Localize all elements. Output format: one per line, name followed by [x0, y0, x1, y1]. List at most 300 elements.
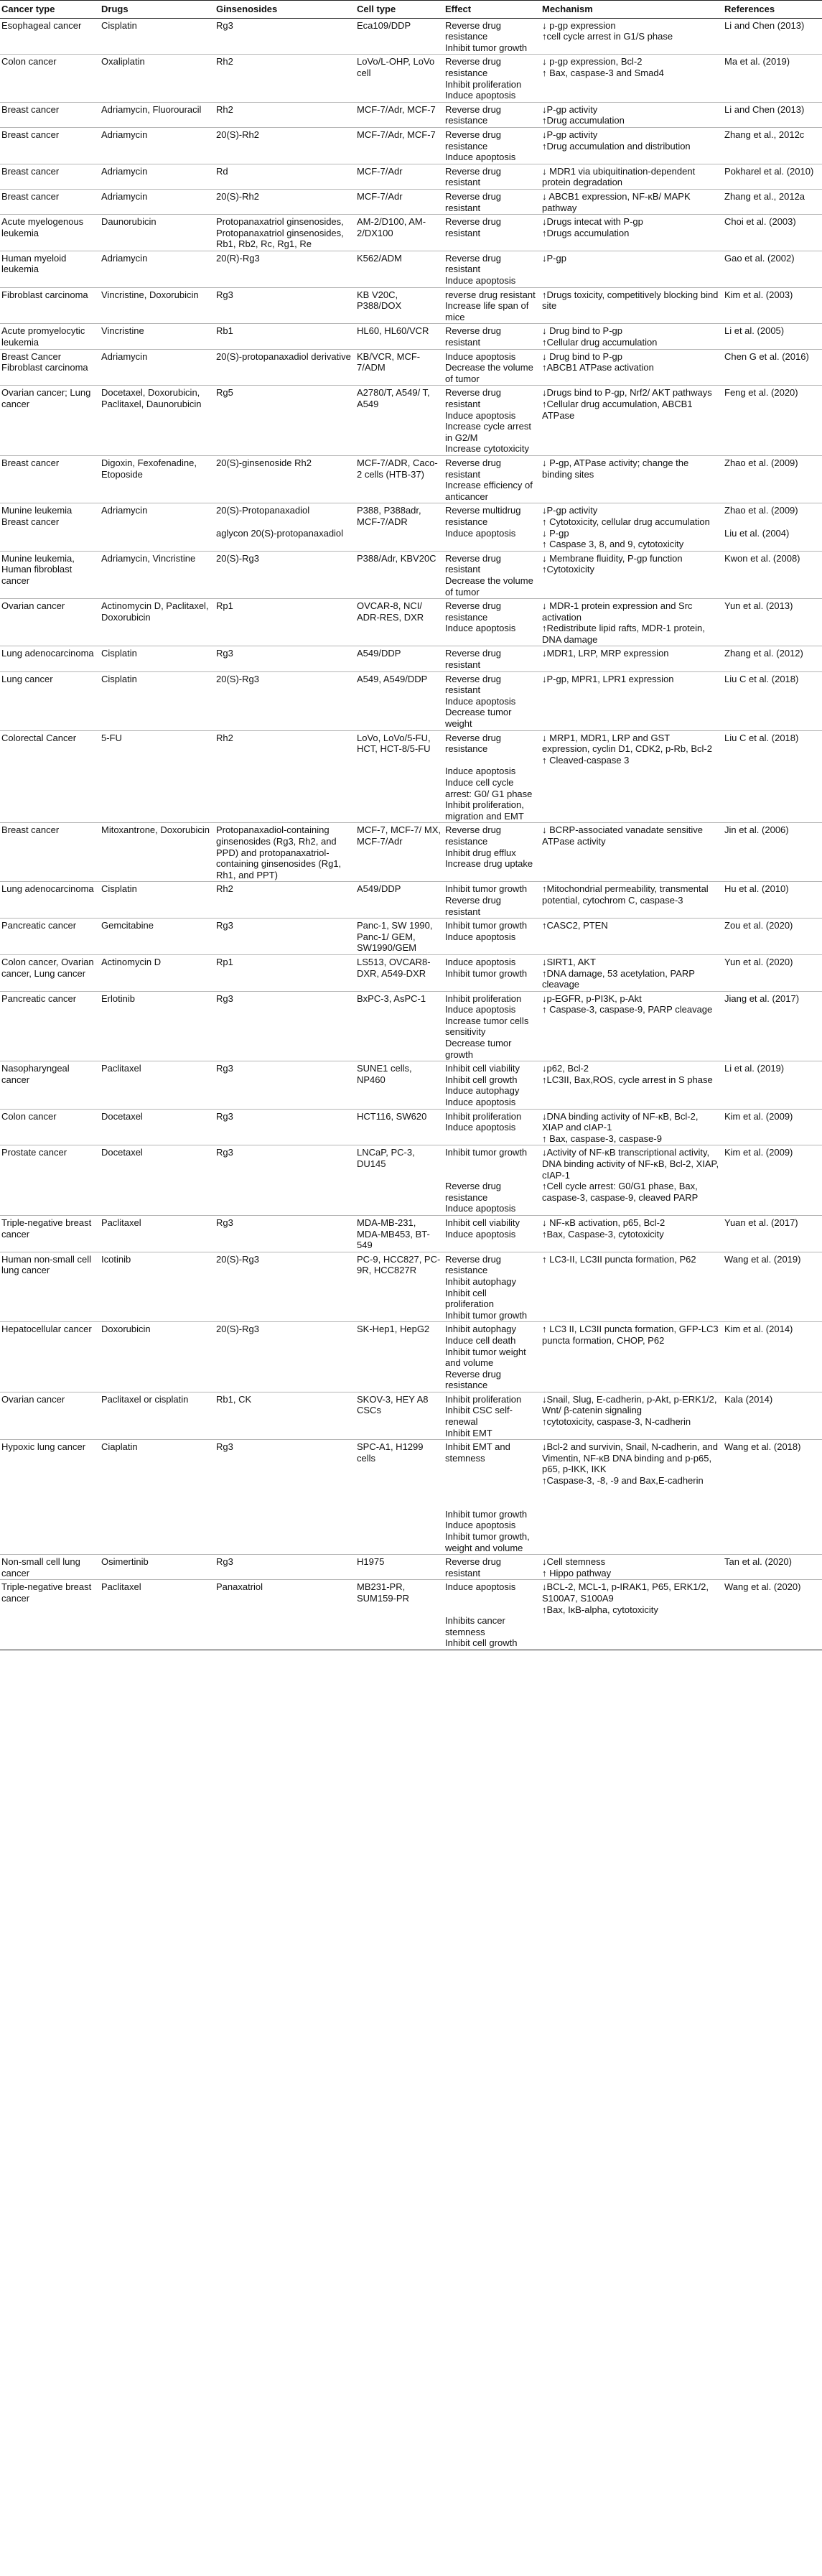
cell-ginsenosides: [215, 919, 355, 955]
cell-reference: [723, 102, 822, 127]
cell-mechanism: [541, 646, 723, 671]
effect-item: Reverse drug resistant: [445, 216, 502, 238]
cell-reference: [723, 954, 822, 991]
cell-cancer-type-text: Hepatocellular cancer: [1, 1324, 92, 1335]
table-row: [0, 1061, 822, 1109]
cell-drugs-text: Cisplatin: [101, 648, 137, 659]
cell-drugs-text: Paclitaxel: [101, 1581, 141, 1593]
cell-mechanism: [541, 189, 723, 214]
effect-item: Inhibit tumor growth: [445, 967, 528, 979]
mechanism-item: ↓Snail, Slug, E-cadherin, p-Akt, p-ERK1/2, Wnt/ β-catenin signaling: [542, 1393, 717, 1416]
cell-reference-text: Yun et al. (2013): [724, 600, 793, 612]
mechanism-item: ↑Cellular drug accumulation: [542, 337, 658, 348]
cell-cancer-type-text: Ovarian cancer; Lung cancer: [1, 387, 91, 409]
effect-item: Inhibit CSC self-renewal: [445, 1405, 513, 1428]
cell-drugs: [100, 954, 215, 991]
effect-item: Inhibit EMT and stemness: [445, 1441, 510, 1464]
cell-cell-type: [355, 1322, 444, 1392]
cell-effect: [444, 55, 541, 102]
header-cell-type: Cell type: [355, 1, 444, 19]
cell-reference: [723, 55, 822, 102]
cell-ginsenosides: [215, 251, 355, 287]
cell-reference-text: Choi et al. (2003): [724, 216, 796, 228]
cell-cancer-type: [0, 599, 100, 646]
mechanism-item: ↓ BCRP-associated vanadate sensitive ATPase activity: [542, 824, 704, 847]
cell-mechanism: [541, 55, 723, 102]
cell-mechanism: [541, 919, 723, 955]
cell-reference-text: Tan et al. (2020): [724, 1556, 792, 1568]
cell-cancer-type: [0, 1555, 100, 1580]
cell-effect: [444, 1061, 541, 1109]
cell-reference: [723, 1392, 822, 1439]
cell-mechanism: [541, 1061, 723, 1109]
effect-item: Reverse drug resistance: [445, 732, 502, 755]
cell-reference: [723, 1580, 822, 1650]
table-row: [0, 1215, 822, 1252]
cell-drugs-text: Adriamycin: [101, 350, 148, 362]
cell-reference: [723, 1215, 822, 1252]
cell-cell-type: [355, 189, 444, 214]
mechanism-item: ↓ MDR-1 protein expression and Src activation: [542, 600, 693, 623]
effect-item: [445, 1170, 538, 1181]
cell-reference-text: Wang et al. (2019): [724, 1253, 801, 1265]
effect-item: Decrease tumor weight: [445, 707, 512, 730]
cell-cancer-type: [0, 1215, 100, 1252]
cell-drugs: [100, 455, 215, 503]
cell-cell-type-text: A549, A549/DDP: [357, 673, 428, 684]
mechanism-item: ↑Drug accumulation and distribution: [542, 140, 691, 152]
effect-item: Reverse multidrug resistance: [445, 505, 521, 527]
cell-cancer-type-text: Colon cancer: [1, 56, 57, 68]
cell-effect: [444, 455, 541, 503]
cell-mechanism: [541, 18, 723, 55]
effect-item: Inhibit tumor growth: [445, 1309, 528, 1321]
cell-cell-type-text: A549/DDP: [357, 883, 401, 895]
table-row: [0, 251, 822, 287]
cell-reference: [723, 1440, 822, 1555]
cell-drugs: [100, 882, 215, 919]
cell-drugs: [100, 730, 215, 823]
cell-ginsenosides-text: Rg3: [216, 289, 233, 300]
effect-item: [445, 1158, 538, 1170]
mechanism-item: ↑Drug accumulation: [542, 115, 625, 126]
cell-reference-text: Yun et al. (2020): [724, 956, 793, 967]
cell-reference: [723, 251, 822, 287]
cell-cancer-type-text: Acute promyelocytic leukemia: [1, 325, 85, 348]
cell-cancer-type: [0, 551, 100, 598]
cell-reference: [723, 455, 822, 503]
cell-drugs-text: Adriamycin: [101, 252, 148, 264]
header-mechanism: Mechanism: [541, 1, 723, 19]
cell-cancer-type-text: Fibroblast carcinoma: [1, 289, 88, 300]
cell-reference: [723, 503, 822, 551]
header-cancer-type: Cancer type: [0, 1, 100, 19]
mechanism-item: ↓ MDR1 via ubiquitination-dependent protein degradation: [542, 165, 696, 188]
mechanism-item: ↑Bax, Caspase-3, cytotoxicity: [542, 1228, 664, 1240]
table-row: [0, 55, 822, 102]
cell-reference-text: Zhang et al. (2012): [724, 648, 803, 659]
mechanism-item: ↓P-gp activity: [542, 103, 598, 115]
cell-reference-text: Kim et al. (2009): [724, 1147, 793, 1158]
cell-effect: [444, 127, 541, 164]
cell-cancer-type-text: Lung cancer: [1, 673, 53, 684]
cell-reference-text: Jiang et al. (2017): [724, 992, 800, 1004]
cell-effect: [444, 102, 541, 127]
cell-drugs: [100, 503, 215, 551]
cell-ginsenosides-text: Rh2: [216, 883, 233, 895]
cell-cell-type: [355, 671, 444, 730]
cell-cancer-type-text: Triple-negative breast cancer: [1, 1217, 92, 1240]
effect-item: [445, 1497, 538, 1509]
mechanism-item: ↑CASC2, PTEN: [542, 920, 608, 931]
cell-cancer-type-text: Breast cancer: [1, 824, 60, 836]
effect-item: Induce apoptosis: [445, 1203, 516, 1214]
cell-cancer-type-text: Colon cancer, Ovarian cancer, Lung cancer: [1, 956, 94, 979]
cell-cancer-type: [0, 215, 100, 251]
cell-ginsenosides-text: Rp1: [216, 956, 233, 967]
effect-item: Reverse drug resistant: [445, 387, 502, 409]
cell-drugs: [100, 671, 215, 730]
cell-cell-type-text: MCF-7/ADR, Caco-2 cells (HTB-37): [357, 457, 438, 480]
cell-cell-type: [355, 55, 444, 102]
cell-drugs-text: Actinomycin D: [101, 956, 162, 967]
table-row: [0, 671, 822, 730]
cell-ginsenosides-text: Rg3: [216, 1147, 233, 1158]
cell-mechanism: [541, 127, 723, 164]
cell-effect: [444, 215, 541, 251]
cell-effect: [444, 882, 541, 919]
cell-cancer-type-text: Pancreatic cancer: [1, 992, 77, 1004]
cell-effect: [444, 954, 541, 991]
cell-ginsenosides: [215, 1145, 355, 1216]
cell-effect: [444, 646, 541, 671]
table-row: [0, 1580, 822, 1650]
cell-cell-type: [355, 1392, 444, 1439]
mechanism-item: ↑ Caspase-3, caspase-9, PARP cleavage: [542, 1004, 713, 1015]
effect-item: [445, 1487, 538, 1498]
cell-cell-type-text: AM-2/D100, AM-2/DX100: [357, 216, 426, 238]
header-drugs: Drugs: [100, 1, 215, 19]
mechanism-item: ↓ Drug bind to P-gp: [542, 325, 623, 337]
effect-item: Increase efficiency of anticancer: [445, 480, 533, 502]
cell-cancer-type-text: Lung adenocarcinoma: [1, 883, 94, 895]
cell-effect: [444, 324, 541, 349]
effect-item: Decrease the volume of tumor: [445, 575, 533, 597]
cell-ginsenosides-text: Rg3: [216, 1441, 233, 1453]
cell-ginsenosides: [215, 1061, 355, 1109]
table-row: [0, 1555, 822, 1580]
cell-effect: [444, 551, 541, 598]
effect-item: Inhibit cell growth: [445, 1637, 518, 1649]
cell-reference-text: Yuan et al. (2017): [724, 1217, 798, 1228]
cell-ginsenosides-text: Rg3: [216, 19, 233, 31]
cell-mechanism: [541, 287, 723, 324]
cell-drugs-text: Adriamycin: [101, 505, 148, 516]
cell-cancer-type-text: Pancreatic cancer: [1, 920, 77, 931]
effect-item: Decrease the volume of tumor: [445, 362, 533, 384]
cell-cancer-type: [0, 102, 100, 127]
cell-ginsenosides-text: Rg3: [216, 1217, 233, 1228]
cell-reference: [723, 1555, 822, 1580]
cell-cancer-type-text: Lung adenocarcinoma: [1, 648, 94, 659]
cell-drugs-text: Docetaxel: [101, 1147, 143, 1158]
cell-ginsenosides: [215, 503, 355, 551]
cell-ginsenosides: [215, 18, 355, 55]
cell-cancer-type-text: Breast cancer: [1, 516, 60, 527]
effect-item: Inhibit tumor growth: [445, 883, 528, 895]
cell-cell-type: [355, 954, 444, 991]
mechanism-item: ↑ LC3-II, LC3II puncta formation, P62: [542, 1253, 696, 1265]
cell-mechanism: [541, 671, 723, 730]
cell-mechanism: [541, 730, 723, 823]
table-row: [0, 991, 822, 1061]
cell-cancer-type-text: Munine leukemia: [1, 505, 73, 516]
cell-drugs-text: Vincristine, Doxorubicin: [101, 289, 199, 300]
cell-effect: [444, 386, 541, 456]
mechanism-item: ↑ Hippo pathway: [542, 1567, 612, 1578]
cell-cell-type-text: SK-Hep1, HepG2: [357, 1324, 430, 1335]
effect-item: Induce cell cycle arrest: G0/ G1 phase: [445, 777, 533, 799]
cell-drugs-text: Actinomycin D, Paclitaxel, Doxorubicin: [101, 600, 209, 623]
cell-cell-type-text: KB/VCR, MCF-7/ADM: [357, 350, 421, 373]
cell-ginsenosides: [215, 1252, 355, 1322]
cell-reference-text: Kim et al. (2003): [724, 289, 793, 300]
effect-item: Reverse drug resistant: [445, 673, 502, 696]
cell-drugs: [100, 1252, 215, 1322]
mechanism-item: ↑DNA damage, 53 acetylation, PARP cleavage: [542, 967, 695, 990]
cell-drugs-text: Docetaxel, Doxorubicin, Paclitaxel, Daunorubicin: [101, 387, 202, 409]
effect-item: Inhibit cell viability: [445, 1217, 520, 1228]
cell-cancer-type: [0, 646, 100, 671]
cell-ginsenosides-text: Rg3: [216, 992, 233, 1004]
effect-item: Inhibit tumor growth: [445, 42, 528, 53]
cell-cancer-type-text: Hypoxic lung cancer: [1, 1441, 86, 1453]
cell-drugs: [100, 102, 215, 127]
cell-reference: [723, 164, 822, 189]
cell-cell-type: [355, 215, 444, 251]
cell-drugs-text: Daunorubicin: [101, 216, 157, 228]
effect-item: Increase life span of mice: [445, 300, 529, 322]
cell-ginsenosides: [215, 823, 355, 882]
cell-cancer-type: [0, 1580, 100, 1650]
cell-cell-type-text: HL60, HL60/VCR: [357, 325, 429, 337]
cell-drugs: [100, 127, 215, 164]
cell-mechanism: [541, 349, 723, 386]
cell-cancer-type-text: Breast cancer: [1, 103, 60, 115]
cell-cell-type: [355, 991, 444, 1061]
cell-cell-type: [355, 251, 444, 287]
cell-drugs-text: Doxorubicin: [101, 1324, 151, 1335]
cell-reference-text: Li et al. (2019): [724, 1063, 785, 1074]
cell-cancer-type-text: Breast cancer: [1, 165, 60, 177]
cell-reference: [723, 1061, 822, 1109]
cell-cell-type-text: A549/DDP: [357, 648, 401, 659]
effect-item: Reverse drug resistance: [445, 19, 502, 42]
cell-cell-type-text: MCF-7/Adr: [357, 165, 403, 177]
effect-item: Reverse drug resistance: [445, 600, 502, 623]
cell-ginsenosides-text: Rg3: [216, 1110, 233, 1122]
cell-cancer-type-text: Non-small cell lung cancer: [1, 1556, 80, 1578]
cell-cancer-type: [0, 1145, 100, 1216]
cell-mechanism: [541, 1440, 723, 1555]
cell-cancer-type: [0, 324, 100, 349]
cell-drugs: [100, 919, 215, 955]
cell-ginsenosides-text: [216, 516, 352, 528]
table-row: [0, 287, 822, 324]
cell-reference-text: Zhao et al. (2009): [724, 505, 798, 516]
cell-ginsenosides-text: Protopanaxadiol-containing ginsenosides (Rg3, Rh2, and PPD) and protopanaxatriol-containing ginsenosides (Rg1, Rh1, and PPT): [216, 824, 342, 880]
cell-mechanism: [541, 164, 723, 189]
cell-reference-text: Liu et al. (2004): [724, 527, 790, 539]
table-row: [0, 455, 822, 503]
cell-reference-text: Li and Chen (2013): [724, 19, 805, 31]
cell-mechanism: [541, 1555, 723, 1580]
mechanism-item: ↑Redistribute lipid rafts, MDR-1 protein, DNA damage: [542, 623, 705, 645]
effect-item: Increase drug uptake: [445, 858, 533, 870]
mechanism-item: ↓ p-gp expression, Bcl-2: [542, 56, 643, 68]
cell-reference: [723, 599, 822, 646]
cell-drugs: [100, 1215, 215, 1252]
table-row: [0, 189, 822, 214]
cell-cell-type-text: MB231-PR, SUM159-PR: [357, 1581, 409, 1604]
cell-cell-type-text: SUNE1 cells, NP460: [357, 1063, 412, 1085]
cell-cancer-type-text: Triple-negative breast cancer: [1, 1581, 92, 1604]
cell-reference: [723, 919, 822, 955]
cell-cell-type-text: SPC-A1, H1299 cells: [357, 1441, 424, 1464]
cell-reference: [723, 189, 822, 214]
cell-reference: [723, 324, 822, 349]
cell-cell-type-text: Panc-1, SW 1990, Panc-1/ GEM, SW1990/GEM: [357, 920, 433, 954]
cell-cell-type: [355, 164, 444, 189]
effect-item: Reverse drug resistance: [445, 1253, 502, 1276]
cell-cancer-type-text: Colorectal Cancer: [1, 732, 77, 743]
effect-item: Induce apoptosis: [445, 350, 516, 362]
cell-cell-type-text: MCF-7/Adr, MCF-7: [357, 129, 436, 140]
cell-reference: [723, 823, 822, 882]
effect-item: Inhibit tumor growth, weight and volume: [445, 1531, 530, 1553]
cell-mechanism: [541, 823, 723, 882]
cell-drugs-text: Osimertinib: [101, 1556, 149, 1568]
cell-ginsenosides: [215, 55, 355, 102]
mechanism-item: ↑Drugs accumulation: [542, 227, 630, 238]
cell-effect: [444, 251, 541, 287]
cell-ginsenosides: [215, 127, 355, 164]
cell-cancer-type: [0, 127, 100, 164]
cell-ginsenosides-text: 20(S)-Rg3: [216, 1324, 259, 1335]
cell-ginsenosides: [215, 671, 355, 730]
cell-cell-type: [355, 646, 444, 671]
cell-reference-text: Zhang et al., 2012c: [724, 129, 805, 140]
cell-drugs: [100, 386, 215, 456]
cell-drugs: [100, 324, 215, 349]
table-row: [0, 551, 822, 598]
table-row: [0, 349, 822, 386]
cell-drugs: [100, 1061, 215, 1109]
cell-ginsenosides-text: Rg5: [216, 387, 233, 399]
table-row: [0, 954, 822, 991]
table-row: [0, 919, 822, 955]
cell-effect: [444, 164, 541, 189]
mechanism-item: ↓Activity of NF-κB transcriptional activity, DNA binding activity of NF-κB, Bcl-2, XIAP, cIAP-1: [542, 1147, 719, 1181]
cell-drugs-text: Adriamycin: [101, 165, 148, 177]
cell-cancer-type: [0, 882, 100, 919]
cell-cancer-type: [0, 164, 100, 189]
cell-reference-text: Chen G et al. (2016): [724, 350, 809, 362]
cell-reference-text: Li et al. (2005): [724, 325, 785, 337]
mechanism-item: ↓P-gp activity: [542, 505, 598, 516]
mechanism-item: ↓ Drug bind to P-gp: [542, 350, 623, 362]
cell-ginsenosides: [215, 349, 355, 386]
cell-cancer-type-text: Prostate cancer: [1, 1147, 67, 1158]
cell-drugs: [100, 1555, 215, 1580]
cell-ginsenosides: [215, 215, 355, 251]
cell-ginsenosides-text: Protopanaxatriol ginsenosides, Protopanaxatriol ginsenosides, Rb1, Rb2, Rc, Rg1, Re: [216, 216, 344, 250]
effect-item: Induce apoptosis: [445, 931, 516, 942]
cell-effect: [444, 1440, 541, 1555]
cell-cancer-type: [0, 189, 100, 214]
mechanism-item: ↑ Cleaved-caspase 3: [542, 754, 630, 766]
cell-reference-text: Pokharel et al. (2010): [724, 165, 814, 177]
cell-drugs-text: Adriamycin: [101, 129, 148, 140]
effect-item: [445, 1604, 538, 1616]
effect-item: Reverse drug resistant: [445, 190, 502, 213]
cell-ginsenosides: [215, 991, 355, 1061]
cell-ginsenosides-text: Rg3: [216, 1556, 233, 1568]
cell-mechanism: [541, 503, 723, 551]
cell-cell-type: [355, 551, 444, 598]
cell-mechanism: [541, 551, 723, 598]
cell-drugs: [100, 1580, 215, 1650]
cell-ginsenosides: [215, 1580, 355, 1650]
effect-item: [445, 755, 538, 766]
table-row: [0, 503, 822, 551]
cell-effect: [444, 671, 541, 730]
cell-reference: [723, 287, 822, 324]
cell-cancer-type-text: Fibroblast carcinoma: [1, 362, 88, 373]
effect-item: Reverse drug resistance: [445, 1181, 502, 1203]
cell-mechanism: [541, 1322, 723, 1392]
cell-cell-type-text: P388, P388adr, MCF-7/ADR: [357, 505, 421, 527]
header-effect: Effect: [444, 1, 541, 19]
effect-item: Reverse drug resistant: [445, 1556, 502, 1578]
cell-reference-text: Kim et al. (2014): [724, 1324, 793, 1335]
cell-reference: [723, 1109, 822, 1145]
effect-item: Reverse drug resistant: [445, 165, 502, 188]
effect-item: Reverse drug resistance: [445, 129, 502, 152]
cell-drugs-text: Cisplatin: [101, 673, 137, 684]
cell-cancer-type-text: Nasopharyngeal cancer: [1, 1063, 70, 1085]
cell-cell-type: [355, 919, 444, 955]
cell-mechanism: [541, 1580, 723, 1650]
cell-cell-type-text: A2780/T, A549/ T, A549: [357, 387, 430, 409]
cell-cell-type-text: MDA-MB-231, MDA-MB453, BT-549: [357, 1217, 430, 1251]
cell-cancer-type: [0, 919, 100, 955]
cell-ginsenosides-text: Rb1, CK: [216, 1393, 252, 1405]
cell-ginsenosides: [215, 1555, 355, 1580]
table-row: [0, 646, 822, 671]
mechanism-item: ↓SIRT1, AKT: [542, 956, 596, 967]
cell-reference: [723, 671, 822, 730]
cell-cell-type: [355, 1252, 444, 1322]
mechanism-item: ↑Cellular drug accumulation, ABCB1 ATPase: [542, 399, 693, 421]
cell-reference: [723, 349, 822, 386]
cell-mechanism: [541, 386, 723, 456]
effect-item: Inhibit tumor growth: [445, 1147, 528, 1158]
cell-cancer-type-text: Esophageal cancer: [1, 19, 82, 31]
effect-item: Reverse drug resistance: [445, 824, 502, 847]
cell-ginsenosides: [215, 1392, 355, 1439]
cell-reference: [723, 1252, 822, 1322]
